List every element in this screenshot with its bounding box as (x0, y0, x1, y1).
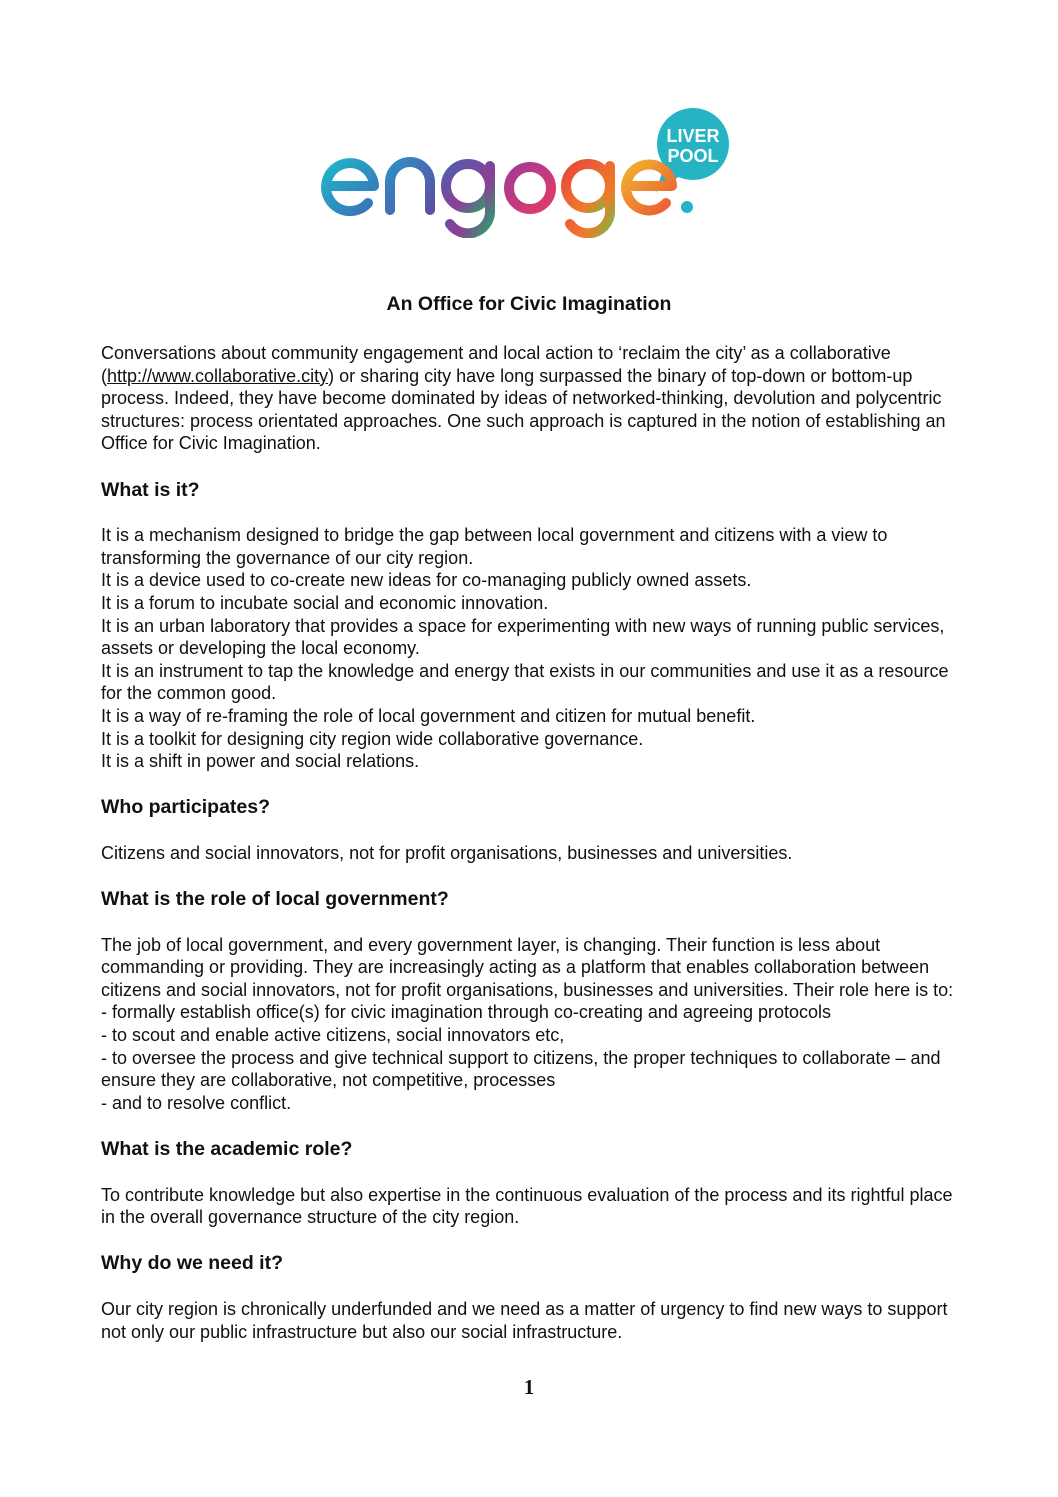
collaborative-city-link[interactable]: http://www.collaborative.city (107, 365, 329, 386)
section-line: To contribute knowledge but also expertise in the continuous evaluation of the process and its rightful place in the overall governance structure of the city region. (101, 1184, 953, 1228)
section-why-needed (101, 1251, 971, 1343)
section-who-participates (101, 795, 971, 864)
section-line: It is a toolkit for designing city region wide collaborative governance. (101, 728, 644, 749)
section-line: - to scout and enable active citizens, social innovators etc, (101, 1025, 565, 1046)
intro-text-before-link: Conversations about community engagement and local action to ‘reclaim the city’ as a collaborative ( (101, 343, 891, 386)
section-heading: What is the academic role? (101, 1138, 353, 1160)
section-heading: Who participates? (101, 796, 271, 819)
page-title: An Office for Civic Imagination (386, 293, 672, 315)
section-line: It is a shift in power and social relations. (101, 751, 420, 772)
section-line: Our city region is chronically underfunded and we need as a matter of urgency to find new ways to support not only our public infrastructure but also our social infrastructure. (101, 1298, 948, 1342)
intro-text-after-link: ) or sharing city have long surpassed the binary of top-down or bottom-up process. Indeed, they have become dominated by ideas of networked-thinking, devolution and polycentric structures: process orientated approaches. One such approach is captured in the notion of establishing an Office for Civic Imagination. (101, 365, 946, 454)
section-heading: What is it? (101, 478, 200, 501)
section-line: It is a mechanism designed to bridge the gap between local government and citizens with a view to transforming the governance of our city region. (101, 525, 888, 568)
section-line: - formally establish office(s) for civic imagination through co-creating and agreeing protocols (101, 1002, 832, 1023)
section-line: It is a way of re-framing the role of local government and citizen for mutual benefit. (101, 705, 756, 726)
document-body (101, 342, 971, 1343)
section-line: - to oversee the process and give technical support to citizens, the proper techniques to collaborate – and ensure they are collaborative, not competitive, processes (101, 1047, 941, 1091)
engage-wordmark (326, 162, 672, 233)
section-line: It is an instrument to tap the knowledge and energy that exists in our communities and use it as a resource for the common good. (101, 660, 949, 704)
section-heading: What is the role of local government? (101, 888, 449, 911)
section-what-is-it (101, 478, 971, 773)
logo-dot (681, 201, 693, 213)
section-local-government-role (101, 887, 971, 1114)
section-academic-role (101, 1137, 971, 1229)
bubble-line-liver: LIVER (666, 126, 720, 146)
page-number: 1 (523, 1375, 535, 1399)
intro-paragraph (101, 342, 971, 455)
bubble-line-pool: POOL (667, 146, 719, 166)
section-heading: Why do we need it? (101, 1252, 284, 1275)
section-line: The job of local government, and every government layer, is changing. Their function is less about commanding or providing. They are increasingly acting as a platform that enables collaboration between citizens and social innovators, not for profit organisations, businesses and universities. Their role here is to: (101, 934, 954, 1000)
section-line: It is an urban laboratory that provides a space for experimenting with new ways of running public services, assets or developing the local economy. (101, 615, 945, 659)
section-line: - and to resolve conflict. (101, 1092, 292, 1113)
section-line: It is a device used to co-create new ideas for co-managing publicly owned assets. (101, 570, 752, 591)
section-line: Citizens and social innovators, not for profit organisations, businesses and universities. (101, 842, 793, 863)
engage-liverpool-logo (318, 108, 738, 238)
section-line: It is a forum to incubate social and economic innovation. (101, 592, 549, 613)
